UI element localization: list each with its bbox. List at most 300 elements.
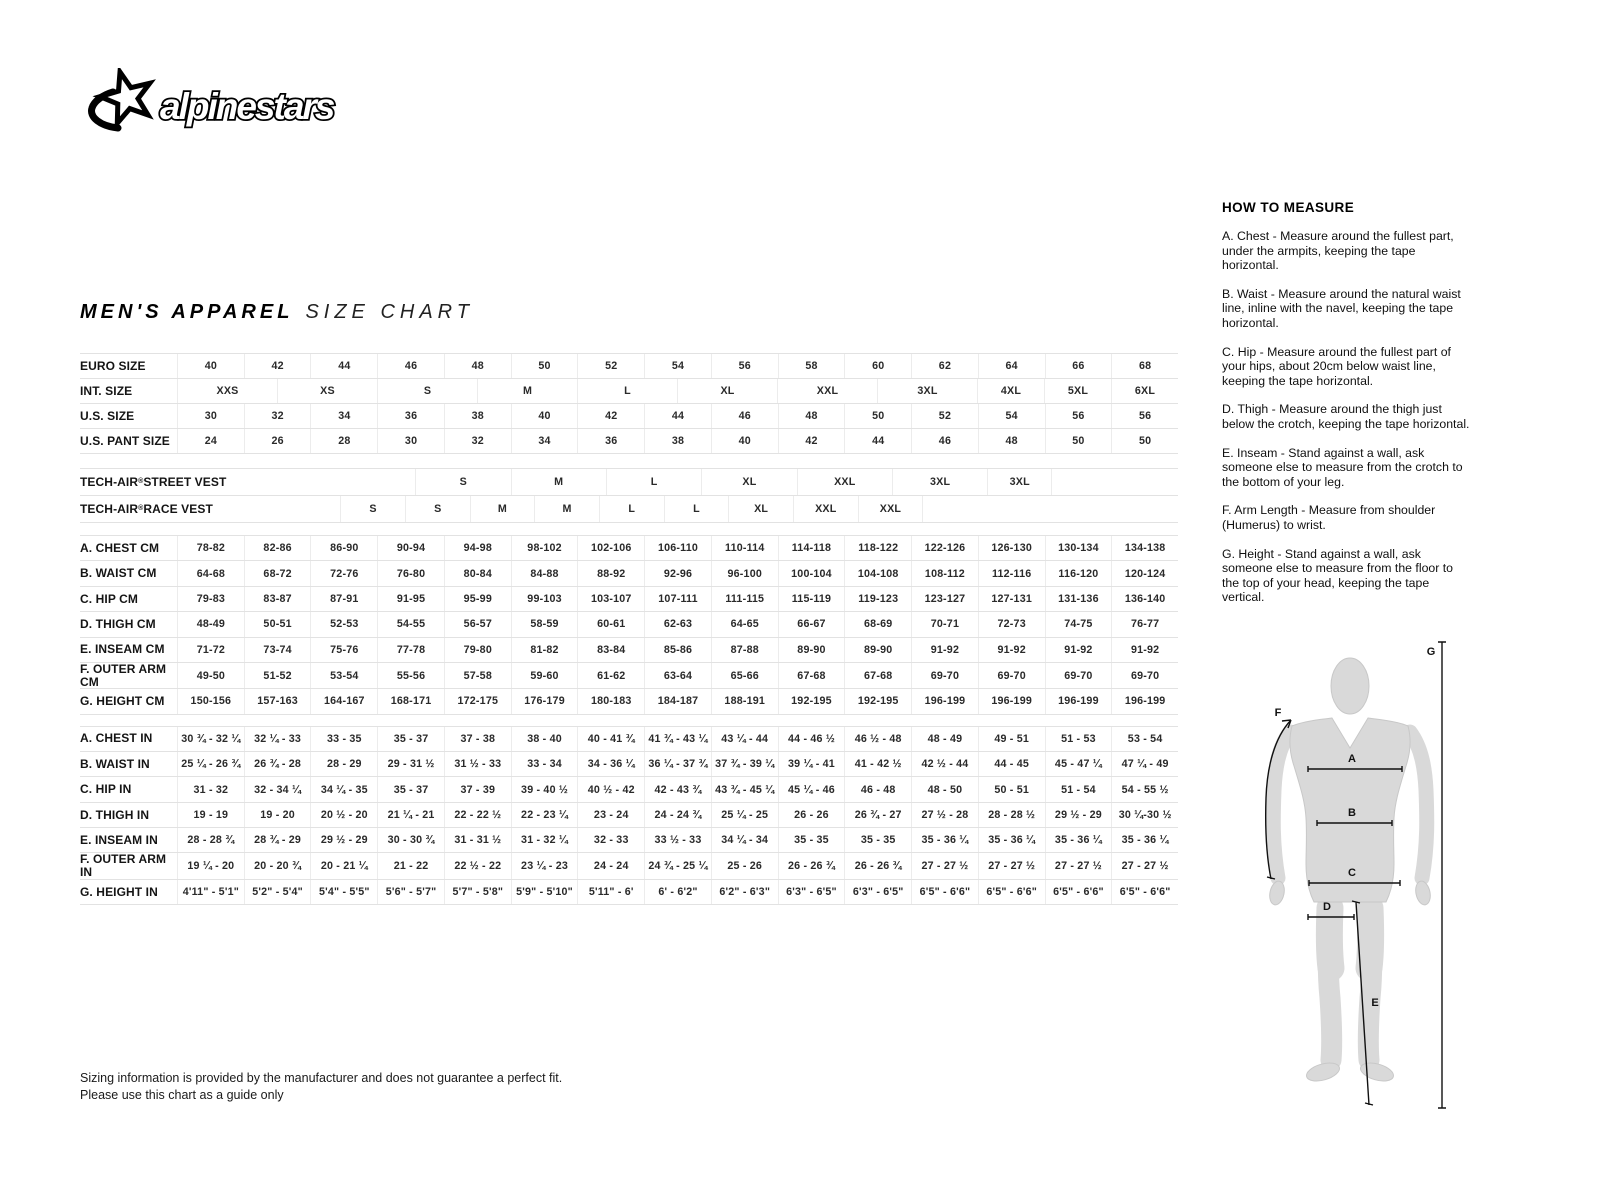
value-cell: 21 - 22 bbox=[377, 853, 444, 878]
value-cell: 55-56 bbox=[377, 663, 444, 688]
value-cell: 5'2" - 5'4" bbox=[244, 880, 311, 904]
value-cell: 32 bbox=[244, 404, 311, 428]
value-cell: 35 - 37 bbox=[377, 727, 444, 751]
value-cell: 106-110 bbox=[644, 536, 711, 560]
value-cell: 46 ½ - 48 bbox=[844, 727, 911, 751]
value-cell: 4XL bbox=[977, 379, 1044, 403]
thigh-line-label: D bbox=[1323, 901, 1331, 913]
value-cell: 118-122 bbox=[844, 536, 911, 560]
value-cell: 6'3" - 6'5" bbox=[778, 880, 845, 904]
value-cell: 4'11" - 5'1" bbox=[177, 880, 244, 904]
value-cell: 54-55 bbox=[377, 612, 444, 636]
empty-cell bbox=[922, 496, 1178, 522]
value-cell: 19 ¼ - 20 bbox=[177, 853, 244, 878]
value-cell: S bbox=[340, 496, 405, 522]
value-cell: XL bbox=[677, 379, 777, 403]
value-cell: 192-195 bbox=[844, 689, 911, 713]
value-cell: 50 bbox=[844, 404, 911, 428]
value-cell: 6'5" - 6'6" bbox=[978, 880, 1045, 904]
row-label: F. OUTER ARM CM bbox=[80, 661, 167, 689]
height-measure-line bbox=[1438, 642, 1446, 1108]
value-cell: 62-63 bbox=[644, 612, 711, 636]
value-cell: 56-57 bbox=[444, 612, 511, 636]
row-label: TECH-AIR ® STREET VEST bbox=[80, 474, 227, 489]
arm-length-line-label: F bbox=[1274, 707, 1282, 719]
value-cell: 27 ½ - 28 bbox=[911, 803, 978, 827]
value-cell: 98-102 bbox=[511, 536, 578, 560]
value-cell: 114-118 bbox=[778, 536, 845, 560]
value-cell: 134-138 bbox=[1111, 536, 1178, 560]
value-cell: 48 bbox=[978, 429, 1045, 453]
value-cell: 78-82 bbox=[177, 536, 244, 560]
value-cell: S bbox=[405, 496, 470, 522]
value-cell: XS bbox=[277, 379, 377, 403]
value-cell: 24 ¾ - 25 ¼ bbox=[644, 853, 711, 878]
value-cell: 27 - 27 ½ bbox=[1111, 853, 1178, 878]
value-cell: XXL bbox=[793, 496, 858, 522]
waist-cm-row bbox=[80, 560, 1178, 585]
value-cell: XXS bbox=[177, 379, 277, 403]
value-cell: 40 ½ - 42 bbox=[577, 777, 644, 801]
value-cell: 42 bbox=[244, 354, 311, 378]
value-cell: 28 ¾ - 29 bbox=[244, 828, 311, 852]
value-cell: 6'5" - 6'6" bbox=[911, 880, 978, 904]
value-cell: 5'6" - 5'7" bbox=[377, 880, 444, 904]
value-cell: 53 - 54 bbox=[1111, 727, 1178, 751]
value-cell: 32 - 33 bbox=[577, 828, 644, 852]
value-cell: 60-61 bbox=[577, 612, 644, 636]
value-cell: 35 - 35 bbox=[778, 828, 845, 852]
value-cell: 6XL bbox=[1111, 379, 1178, 403]
value-cell: 196-199 bbox=[1045, 689, 1112, 713]
value-cell: 115-119 bbox=[778, 587, 845, 611]
value-cell: 69-70 bbox=[911, 663, 978, 688]
value-cell: 26 - 26 ¾ bbox=[778, 853, 845, 878]
row-label: INT. SIZE bbox=[80, 383, 133, 398]
value-cell: 96-100 bbox=[711, 561, 778, 585]
value-cell: 89-90 bbox=[778, 638, 845, 662]
measure-instruction: G. Height - Stand against a wall, ask someone else to measure from the floor to the top of your head, keeping the tape vertical. bbox=[1222, 546, 1454, 605]
value-cell: 40 - 41 ¾ bbox=[577, 727, 644, 751]
measurements-in-table bbox=[80, 726, 1178, 906]
value-cell: 56 bbox=[711, 354, 778, 378]
value-cell: 6'5" - 6'6" bbox=[1111, 880, 1178, 904]
row-label: U.S. PANT SIZE bbox=[80, 433, 170, 448]
value-cell: 54 bbox=[978, 404, 1045, 428]
inseam-cm-row bbox=[80, 637, 1178, 662]
value-cell: 20 ½ - 20 bbox=[310, 803, 377, 827]
value-cell: 38 bbox=[444, 404, 511, 428]
value-cell: 80-84 bbox=[444, 561, 511, 585]
value-cell: 57-58 bbox=[444, 663, 511, 688]
value-cell: 71-72 bbox=[177, 638, 244, 662]
value-cell: 180-183 bbox=[577, 689, 644, 713]
row-label: A. CHEST IN bbox=[80, 731, 153, 746]
value-cell: 102-106 bbox=[577, 536, 644, 560]
value-cell: 25 ¼ - 26 ¾ bbox=[177, 752, 244, 776]
value-cell: 5XL bbox=[1044, 379, 1111, 403]
value-cell: 33 ½ - 33 bbox=[644, 828, 711, 852]
value-cell: 51 - 54 bbox=[1045, 777, 1112, 801]
alpinestars-logo bbox=[84, 68, 352, 146]
hip-in-row bbox=[80, 776, 1178, 801]
value-cell: 27 - 27 ½ bbox=[1045, 853, 1112, 878]
value-cell: 42 - 43 ¾ bbox=[644, 777, 711, 801]
value-cell: 69-70 bbox=[1111, 663, 1178, 688]
value-cell: 22 ½ - 22 bbox=[444, 853, 511, 878]
value-cell: 90-94 bbox=[377, 536, 444, 560]
value-cell: 36 ¼ - 37 ¾ bbox=[644, 752, 711, 776]
value-cell: 94-98 bbox=[444, 536, 511, 560]
page-title-secondary: SIZE CHART bbox=[305, 301, 474, 323]
value-cell: 64-65 bbox=[711, 612, 778, 636]
value-cell: 43 ¾ - 45 ¼ bbox=[711, 777, 778, 801]
value-cell: 58-59 bbox=[511, 612, 578, 636]
value-cell: 42 bbox=[577, 404, 644, 428]
measurements-cm-table bbox=[80, 535, 1178, 715]
value-cell: 83-87 bbox=[244, 587, 311, 611]
value-cell: XL bbox=[701, 469, 796, 495]
row-label: EURO SIZE bbox=[80, 358, 146, 373]
value-cell: 29 ½ - 29 bbox=[1045, 803, 1112, 827]
value-cell: 87-88 bbox=[711, 638, 778, 662]
value-cell: 126-130 bbox=[978, 536, 1045, 560]
outer-arm-in-row bbox=[80, 852, 1178, 878]
how-to-measure-heading: HOW TO MEASURE bbox=[1222, 200, 1355, 215]
value-cell: 47 ¼ - 49 bbox=[1111, 752, 1178, 776]
value-cell: 91-95 bbox=[377, 587, 444, 611]
value-cell: 52-53 bbox=[310, 612, 377, 636]
value-cell: 30 ¼-30 ½ bbox=[1111, 803, 1178, 827]
value-cell: 6'3" - 6'5" bbox=[844, 880, 911, 904]
value-cell: 116-120 bbox=[1045, 561, 1112, 585]
value-cell: 172-175 bbox=[444, 689, 511, 713]
value-cell: 46 - 48 bbox=[844, 777, 911, 801]
value-cell: 64 bbox=[978, 354, 1045, 378]
value-cell: 69-70 bbox=[1045, 663, 1112, 688]
value-cell: 56 bbox=[1111, 404, 1178, 428]
value-cell: 50 bbox=[1045, 429, 1112, 453]
value-cell: 39 ¼ - 41 bbox=[778, 752, 845, 776]
value-cell: 49 - 51 bbox=[978, 727, 1045, 751]
value-cell: 35 - 35 bbox=[844, 828, 911, 852]
value-cell: 82-86 bbox=[244, 536, 311, 560]
empty-cell bbox=[1051, 469, 1178, 495]
value-cell: XL bbox=[728, 496, 793, 522]
row-label: A. CHEST CM bbox=[80, 540, 160, 555]
value-cell: 91-92 bbox=[1111, 638, 1178, 662]
disclaimer bbox=[80, 1070, 562, 1104]
tech-air-race-vest-row bbox=[80, 495, 1178, 523]
value-cell: S bbox=[377, 379, 477, 403]
value-cell: 111-115 bbox=[711, 587, 778, 611]
value-cell: 22 - 22 ½ bbox=[444, 803, 511, 827]
row-label: G. HEIGHT CM bbox=[80, 694, 165, 709]
value-cell: 25 ¼ - 25 bbox=[711, 803, 778, 827]
value-cell: 52 bbox=[911, 404, 978, 428]
value-cell: 27 - 27 ½ bbox=[978, 853, 1045, 878]
value-cell: 176-179 bbox=[511, 689, 578, 713]
value-cell: 38 - 40 bbox=[511, 727, 578, 751]
empty-cell bbox=[226, 469, 415, 495]
value-cell: 44 - 46 ½ bbox=[778, 727, 845, 751]
hip-cm-row bbox=[80, 586, 1178, 611]
value-cell: 19 - 19 bbox=[177, 803, 244, 827]
value-cell: 50-51 bbox=[244, 612, 311, 636]
value-cell: 52 bbox=[577, 354, 644, 378]
value-cell: 54 - 55 ½ bbox=[1111, 777, 1178, 801]
value-cell: 62 bbox=[911, 354, 978, 378]
value-cell: 196-199 bbox=[978, 689, 1045, 713]
value-cell: 3XL bbox=[892, 469, 987, 495]
value-cell: 29 - 31 ½ bbox=[377, 752, 444, 776]
value-cell: 184-187 bbox=[644, 689, 711, 713]
value-cell: 60 bbox=[844, 354, 911, 378]
value-cell: 83-84 bbox=[577, 638, 644, 662]
value-cell: 68-72 bbox=[244, 561, 311, 585]
how-to-measure-panel bbox=[1222, 200, 1472, 619]
row-label: E. INSEAM CM bbox=[80, 642, 165, 657]
value-cell: 76-77 bbox=[1111, 612, 1178, 636]
value-cell: M bbox=[511, 469, 606, 495]
row-label: U.S. SIZE bbox=[80, 408, 135, 423]
row-label: TECH-AIR ® RACE VEST bbox=[80, 501, 213, 516]
value-cell: 103-107 bbox=[577, 587, 644, 611]
value-cell: L bbox=[577, 379, 677, 403]
value-cell: 150-156 bbox=[177, 689, 244, 713]
value-cell: 44 bbox=[844, 429, 911, 453]
height-line-label: G bbox=[1426, 646, 1436, 658]
value-cell: 26 bbox=[244, 429, 311, 453]
value-cell: 79-83 bbox=[177, 587, 244, 611]
value-cell: 36 bbox=[577, 429, 644, 453]
value-cell: L bbox=[606, 469, 701, 495]
measure-instruction: D. Thigh - Measure around the thigh just below the crotch, keeping the tape horizontal. bbox=[1222, 402, 1470, 431]
chest-cm-row bbox=[80, 535, 1178, 560]
value-cell: 50 bbox=[1111, 429, 1178, 453]
us-size-row bbox=[80, 403, 1178, 428]
value-cell: 26 - 26 bbox=[778, 803, 845, 827]
value-cell: 87-91 bbox=[310, 587, 377, 611]
value-cell: 28 bbox=[310, 429, 377, 453]
row-label: B. WAIST CM bbox=[80, 566, 157, 581]
row-label: E. INSEAM IN bbox=[80, 832, 158, 847]
hip-line-label: C bbox=[1348, 867, 1356, 879]
value-cell: 127-131 bbox=[978, 587, 1045, 611]
value-cell: 61-62 bbox=[577, 663, 644, 688]
value-cell: 74-75 bbox=[1045, 612, 1112, 636]
value-cell: L bbox=[664, 496, 729, 522]
value-cell: 157-163 bbox=[244, 689, 311, 713]
value-cell: 33 - 34 bbox=[511, 752, 578, 776]
value-cell: 81-82 bbox=[511, 638, 578, 662]
value-cell: 123-127 bbox=[911, 587, 978, 611]
us-pant-size-row bbox=[80, 428, 1178, 454]
value-cell: 77-78 bbox=[377, 638, 444, 662]
value-cell: 188-191 bbox=[711, 689, 778, 713]
value-cell: 6' - 6'2" bbox=[644, 880, 711, 904]
value-cell: 34 - 36 ¼ bbox=[577, 752, 644, 776]
value-cell: 92-96 bbox=[644, 561, 711, 585]
size-conversion-table bbox=[80, 353, 1178, 454]
value-cell: 24 - 24 bbox=[577, 853, 644, 878]
value-cell: 48 - 49 bbox=[911, 727, 978, 751]
value-cell: 5'7" - 5'8" bbox=[444, 880, 511, 904]
value-cell: 26 ¾ - 27 bbox=[844, 803, 911, 827]
value-cell: 75-76 bbox=[310, 638, 377, 662]
value-cell: 32 - 34 ¼ bbox=[244, 777, 311, 801]
value-cell: 196-199 bbox=[911, 689, 978, 713]
alpinestars-star-icon bbox=[92, 72, 150, 128]
row-label: F. OUTER ARM IN bbox=[80, 852, 167, 880]
value-cell: 70-71 bbox=[911, 612, 978, 636]
value-cell: 34 ¼ - 34 bbox=[711, 828, 778, 852]
value-cell: 131-136 bbox=[1045, 587, 1112, 611]
value-cell: 46 bbox=[711, 404, 778, 428]
value-cell: 100-104 bbox=[778, 561, 845, 585]
chest-in-row bbox=[80, 726, 1178, 751]
value-cell: 122-126 bbox=[911, 536, 978, 560]
value-cell: 99-103 bbox=[511, 587, 578, 611]
value-cell: 30 - 30 ¾ bbox=[377, 828, 444, 852]
value-cell: 39 - 40 ½ bbox=[511, 777, 578, 801]
value-cell: 33 - 35 bbox=[310, 727, 377, 751]
value-cell: 72-76 bbox=[310, 561, 377, 585]
size-chart-tables bbox=[80, 353, 1178, 905]
value-cell: 51 - 53 bbox=[1045, 727, 1112, 751]
page-title-primary: MEN'S APPAREL bbox=[80, 301, 294, 323]
value-cell: 48-49 bbox=[177, 612, 244, 636]
row-label: C. HIP CM bbox=[80, 591, 139, 606]
value-cell: M bbox=[477, 379, 577, 403]
page-title bbox=[80, 301, 474, 324]
value-cell: 44 bbox=[644, 404, 711, 428]
value-cell: 192-195 bbox=[778, 689, 845, 713]
value-cell: 51-52 bbox=[244, 663, 311, 688]
value-cell: 130-134 bbox=[1045, 536, 1112, 560]
value-cell: 53-54 bbox=[310, 663, 377, 688]
waist-line-label: B bbox=[1348, 807, 1356, 819]
value-cell: 20 - 20 ¾ bbox=[244, 853, 311, 878]
value-cell: 23 - 24 bbox=[577, 803, 644, 827]
value-cell: 119-123 bbox=[844, 587, 911, 611]
value-cell: 37 - 38 bbox=[444, 727, 511, 751]
value-cell: 79-80 bbox=[444, 638, 511, 662]
value-cell: 38 bbox=[644, 429, 711, 453]
value-cell: 26 - 26 ¾ bbox=[844, 853, 911, 878]
value-cell: 59-60 bbox=[511, 663, 578, 688]
measure-instruction: F. Arm Length - Measure from shoulder (Humerus) to wrist. bbox=[1222, 503, 1436, 532]
value-cell: 91-92 bbox=[1045, 638, 1112, 662]
value-cell: 26 ¾ - 28 bbox=[244, 752, 311, 776]
value-cell: 31 - 31 ½ bbox=[444, 828, 511, 852]
chest-line-label: A bbox=[1348, 753, 1356, 765]
value-cell: 21 ¼ - 21 bbox=[377, 803, 444, 827]
value-cell: 6'2" - 6'3" bbox=[711, 880, 778, 904]
value-cell: 50 - 51 bbox=[978, 777, 1045, 801]
value-cell: M bbox=[470, 496, 535, 522]
value-cell: M bbox=[534, 496, 599, 522]
value-cell: 50 bbox=[511, 354, 578, 378]
value-cell: 85-86 bbox=[644, 638, 711, 662]
body-measurement-diagram bbox=[1228, 636, 1478, 1119]
value-cell: 5'11" - 6' bbox=[577, 880, 644, 904]
value-cell: 30 bbox=[177, 404, 244, 428]
value-cell: 54 bbox=[644, 354, 711, 378]
value-cell: 31 ½ - 33 bbox=[444, 752, 511, 776]
value-cell: 41 ¾ - 43 ¼ bbox=[644, 727, 711, 751]
value-cell: 24 - 24 ¾ bbox=[644, 803, 711, 827]
row-label: D. THIGH CM bbox=[80, 617, 156, 632]
value-cell: 196-199 bbox=[1111, 689, 1178, 713]
value-cell: 5'4" - 5'5" bbox=[310, 880, 377, 904]
value-cell: 68 bbox=[1111, 354, 1178, 378]
value-cell: 6'5" - 6'6" bbox=[1045, 880, 1112, 904]
int-size-row bbox=[80, 378, 1178, 403]
value-cell: 48 bbox=[444, 354, 511, 378]
value-cell: 65-66 bbox=[711, 663, 778, 688]
value-cell: 41 - 42 ½ bbox=[844, 752, 911, 776]
value-cell: 108-112 bbox=[911, 561, 978, 585]
value-cell: 32 ¼ - 33 bbox=[244, 727, 311, 751]
thigh-cm-row bbox=[80, 611, 1178, 636]
value-cell: 37 ¾ - 39 ¼ bbox=[711, 752, 778, 776]
value-cell: 42 ½ - 44 bbox=[911, 752, 978, 776]
alpinestars-wordmark: alpinestars bbox=[160, 86, 334, 127]
value-cell: 32 bbox=[444, 429, 511, 453]
row-label: G. HEIGHT IN bbox=[80, 884, 158, 899]
row-label: C. HIP IN bbox=[80, 782, 132, 797]
value-cell: 168-171 bbox=[377, 689, 444, 713]
value-cell: 35 - 37 bbox=[377, 777, 444, 801]
measure-instruction: C. Hip - Measure around the fullest part of your hips, about 20cm below waist line, keeping the tape horizontal. bbox=[1222, 344, 1451, 388]
value-cell: 46 bbox=[377, 354, 444, 378]
value-cell: 72-73 bbox=[978, 612, 1045, 636]
value-cell: 63-64 bbox=[644, 663, 711, 688]
value-cell: 120-124 bbox=[1111, 561, 1178, 585]
value-cell: 43 ¼ - 44 bbox=[711, 727, 778, 751]
height-in-row bbox=[80, 879, 1178, 905]
value-cell: 34 bbox=[310, 404, 377, 428]
value-cell: 48 bbox=[778, 404, 845, 428]
value-cell: 56 bbox=[1045, 404, 1112, 428]
value-cell: 95-99 bbox=[444, 587, 511, 611]
value-cell: 136-140 bbox=[1111, 587, 1178, 611]
value-cell: 35 - 36 ¼ bbox=[978, 828, 1045, 852]
value-cell: XXL bbox=[777, 379, 877, 403]
value-cell: 3XL bbox=[987, 469, 1051, 495]
value-cell: 34 bbox=[511, 429, 578, 453]
value-cell: 29 ½ - 29 bbox=[310, 828, 377, 852]
value-cell: 67-68 bbox=[844, 663, 911, 688]
value-cell: 164-167 bbox=[310, 689, 377, 713]
row-label: D. THIGH IN bbox=[80, 807, 150, 822]
disclaimer-line-2: Please use this chart as a guide only bbox=[80, 1088, 284, 1102]
value-cell: 73-74 bbox=[244, 638, 311, 662]
value-cell: 22 - 23 ¼ bbox=[511, 803, 578, 827]
value-cell: 91-92 bbox=[911, 638, 978, 662]
value-cell: 66 bbox=[1045, 354, 1112, 378]
value-cell: 64-68 bbox=[177, 561, 244, 585]
value-cell: 34 ¼ - 35 bbox=[310, 777, 377, 801]
value-cell: 58 bbox=[778, 354, 845, 378]
tech-air-vest-table bbox=[80, 468, 1178, 523]
value-cell: 24 bbox=[177, 429, 244, 453]
value-cell: 5'9" - 5'10" bbox=[511, 880, 578, 904]
value-cell: 89-90 bbox=[844, 638, 911, 662]
value-cell: 107-111 bbox=[644, 587, 711, 611]
value-cell: 42 bbox=[778, 429, 845, 453]
